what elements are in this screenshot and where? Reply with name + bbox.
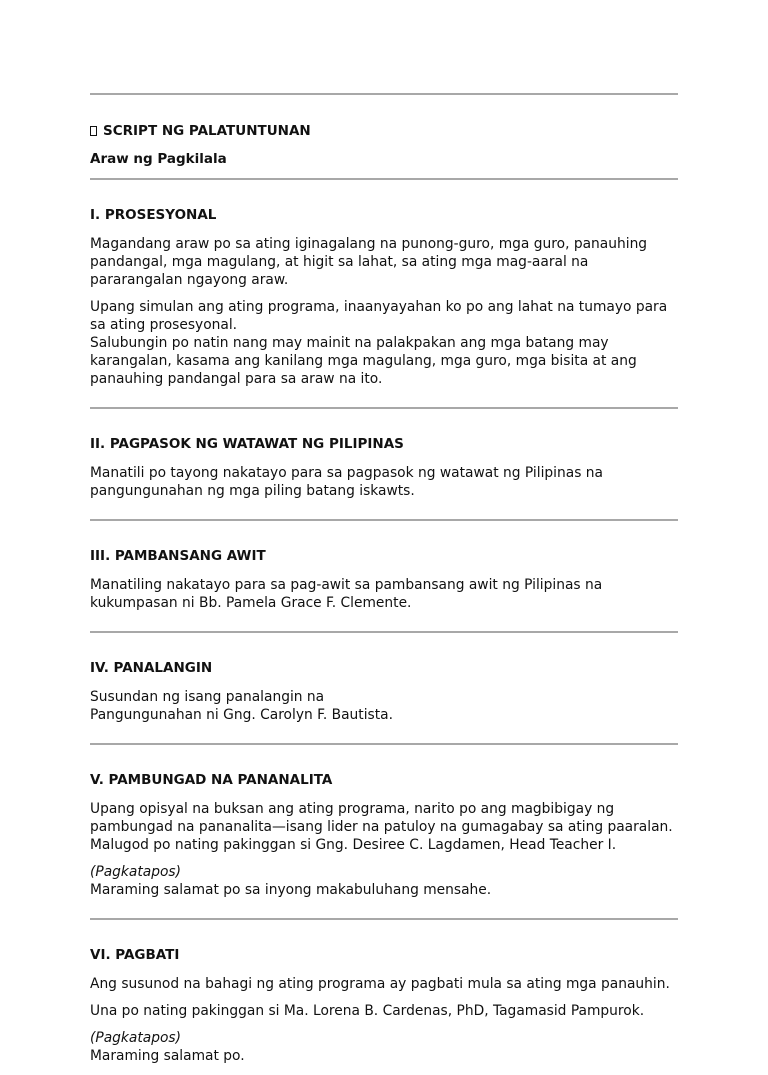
document-page — [90, 93, 678, 1075]
section-paragraph: Magandang araw po sa ating iginagalang na punong-guro, mga guro, panauhing pandangal, mga magulang, at higit sa lahat, sa ating mga mag-aaral na pararangalan ngayong araw. — [90, 236, 648, 288]
section-pambansang-awit — [90, 521, 678, 631]
section-heading: I. PROSESYONAL — [90, 207, 217, 223]
section-paragraph: Susundan ng isang panalangin na Pangungunahan ni Gng. Carolyn F. Bautista. — [90, 689, 393, 723]
section-paragraph: Manatiling nakatayo para sa pag-awit sa pambansang awit ng Pilipinas na kukumpasan ni Bb. Pamela Grace F. Clemente. — [90, 577, 603, 611]
section-paragraph: Manatili po tayong nakatayo para sa pagpasok ng watawat ng Pilipinas na pangungunahan ng mga piling batang iskawts. — [90, 465, 603, 499]
section-paragraph: Upang opisyal na buksan ang ating programa, narito po ang magbibigay ng pambungad na pananalita—isang lider na patuloy na gumagabay sa ating paaralan. Malugod po nating pakinggan si Gng. Desiree C. Lagdamen, Head Teacher I. — [90, 801, 673, 853]
section-paragraph: Upang simulan ang ating programa, inaanyayahan ko po ang lahat na tumayo para sa ating prosesyonal. Salubungin po natin nang may mainit na palakpakan ang mga batang may karangalan, kasama ang kanilang mga magulang, mga guro, mga bisita at ang panauhing pandangal para sa araw na ito. — [90, 299, 668, 387]
document-header — [90, 95, 678, 178]
section-heading: II. PAGPASOK NG WATAWAT NG PILIPINAS — [90, 436, 404, 452]
document-title-text: SCRIPT NG PALATUNTUNAN — [103, 123, 311, 139]
section-pagbati — [90, 920, 678, 1075]
section-heading: VI. PAGBATI — [90, 947, 180, 963]
section-paragraph: Ang susunod na bahagi ng ating programa ay pagbati mula sa ating mga panauhin. — [90, 976, 670, 992]
section-heading: V. PAMBUNGAD NA PANANALITA — [90, 772, 333, 788]
section-prosesyonal — [90, 180, 678, 407]
section-note: (Pagkatapos) — [90, 864, 181, 880]
section-heading: III. PAMBANSANG AWIT — [90, 548, 266, 564]
document-title — [90, 122, 678, 140]
section-pambungad-na-pananalita — [90, 745, 678, 918]
section-pagpasok-ng-watawat — [90, 409, 678, 519]
section-paragraph: Una po nating pakinggan si Ma. Lorena B. Cardenas, PhD, Tagamasid Pampurok. — [90, 1003, 645, 1019]
section-heading: IV. PANALANGIN — [90, 660, 213, 676]
document-icon — [90, 126, 97, 136]
section-note: (Pagkatapos) — [90, 1030, 181, 1046]
section-closing: Maraming salamat po sa inyong makabuluhang mensahe. — [90, 882, 492, 898]
document-subtitle: Araw ng Pagkilala — [90, 151, 227, 167]
section-closing: Maraming salamat po. — [90, 1048, 245, 1064]
section-panalangin — [90, 633, 678, 743]
